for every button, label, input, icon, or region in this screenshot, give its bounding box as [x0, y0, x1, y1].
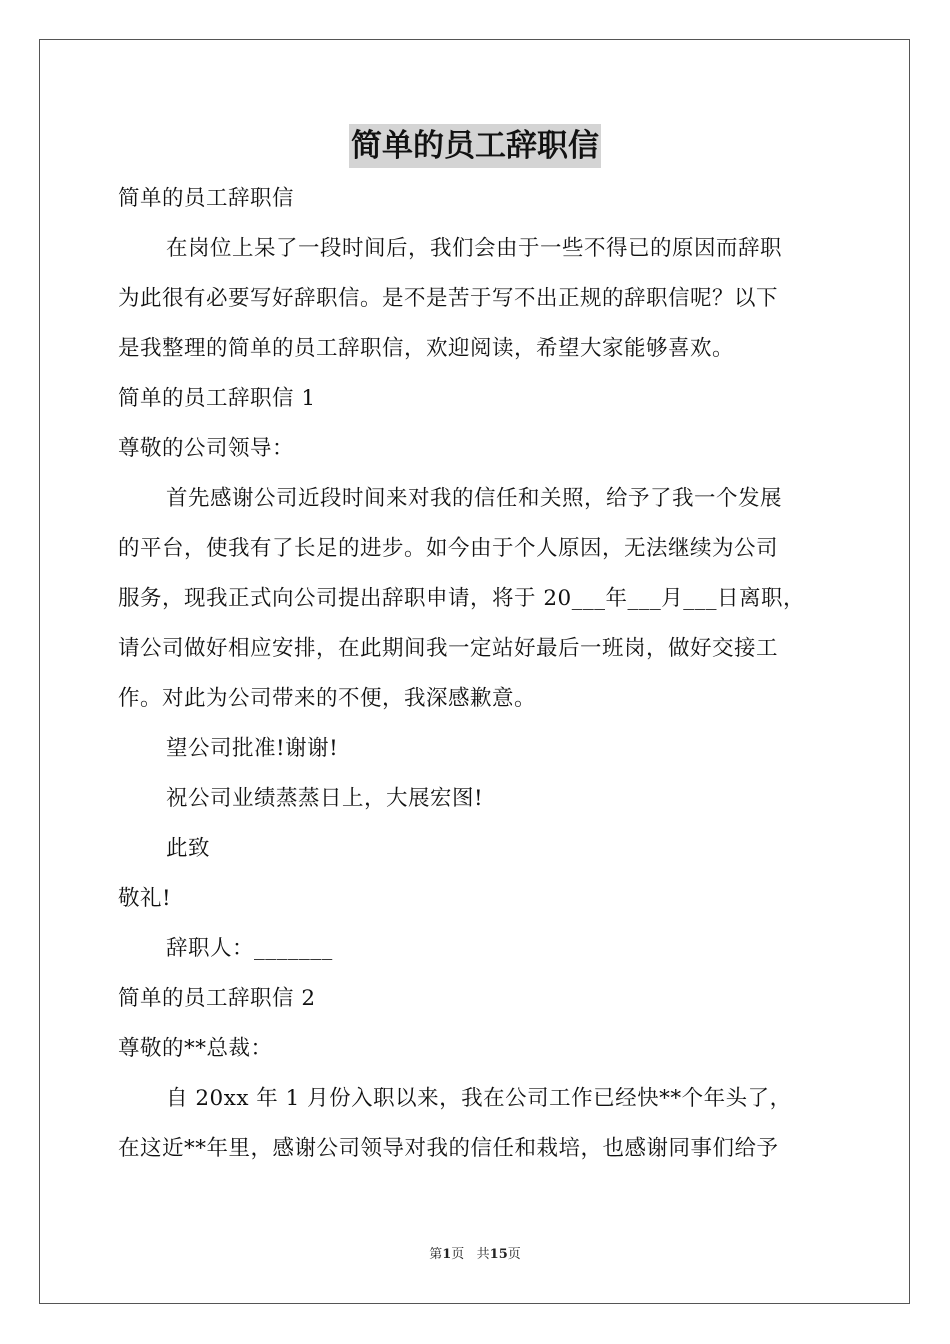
document-title: 简单的员工辞职信 — [349, 124, 601, 168]
page-footer — [0, 1246, 950, 1264]
body-line: 在岗位上呆了一段时间后，我们会由于一些不得已的原因而辞职 — [166, 236, 783, 261]
footer-prefix: 第 — [429, 1247, 443, 1262]
body-line: 望公司批准!谢谢! — [166, 736, 339, 761]
section-heading: 简单的员工辞职信 2 — [118, 986, 316, 1011]
body-line: 自 20xx 年 1 月份入职以来，我在公司工作已经快**个年头了， — [166, 1086, 792, 1111]
subtitle-line: 简单的员工辞职信 — [118, 186, 295, 211]
section-heading: 简单的员工辞职信 1 — [118, 386, 316, 411]
body-line: 首先感谢公司近段时间来对我的信任和关照，给予了我一个发展 — [166, 486, 783, 511]
body-line: 是我整理的简单的员工辞职信，欢迎阅读，希望大家能够喜欢。 — [118, 336, 735, 361]
closing-line: 敬礼! — [118, 886, 172, 911]
footer-middle: 页 共 — [451, 1247, 490, 1262]
salutation: 尊敬的公司领导： — [118, 436, 295, 461]
salutation: 尊敬的**总裁： — [118, 1036, 273, 1061]
page-border — [39, 39, 910, 1304]
body-line: 为此很有必要写好辞职信。是不是苦于写不出正规的辞职信呢？以下 — [118, 286, 779, 311]
footer-suffix: 页 — [507, 1247, 521, 1262]
title-container — [0, 124, 950, 168]
body-line: 请公司做好相应安排，在此期间我一定站好最后一班岗，做好交接工 — [118, 636, 779, 661]
signature-line: 辞职人：_______ — [166, 936, 333, 961]
body-line: 祝公司业绩蒸蒸日上，大展宏图! — [166, 786, 484, 811]
body-line: 服务，现我正式向公司提出辞职申请，将于 20___年___月___日离职， — [118, 586, 805, 611]
body-line: 作。对此为公司带来的不便，我深感歉意。 — [118, 686, 537, 711]
total-page-count: 15 — [489, 1247, 508, 1262]
body-line: 在这近**年里，感谢公司领导对我的信任和栽培，也感谢同事们给予 — [118, 1136, 779, 1161]
current-page-number: 1 — [442, 1247, 452, 1262]
closing-line: 此致 — [166, 836, 211, 861]
body-line: 的平台，使我有了长足的进步。如今由于个人原因，无法继续为公司 — [118, 536, 779, 561]
